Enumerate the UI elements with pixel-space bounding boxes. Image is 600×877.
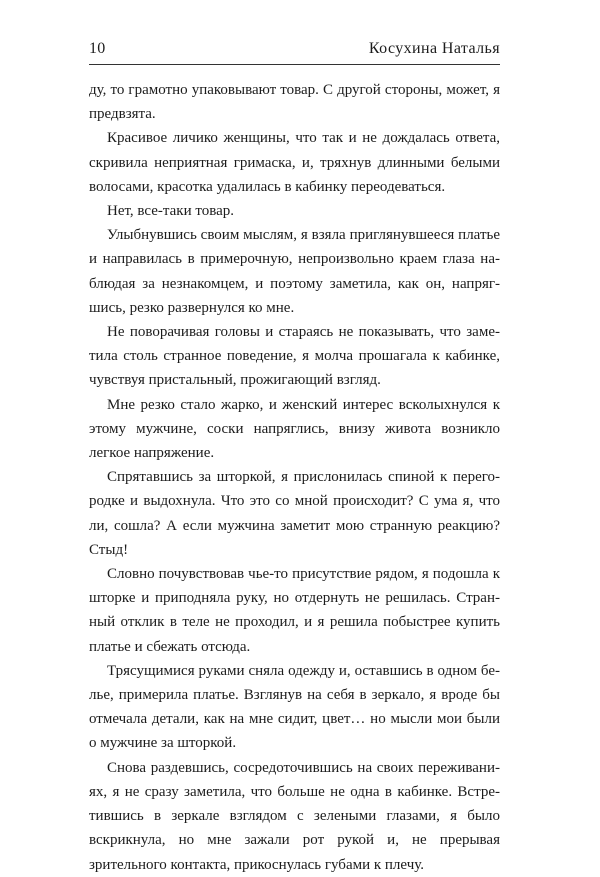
page-number: 10: [89, 40, 106, 57]
body-text: [89, 78, 500, 877]
paragraph: Нет, все-таки товар.: [107, 203, 235, 220]
paragraph: Снова раздевшись, сосредоточившись на своих переживаниях, я не сразу заметила, что больше не одна в кабинке. Встретившись в зеркале взглядом с зелеными глазами, я было вскрикнула, но мне зажали рот рукой и, не прерывая зрительного контакта, прикоснулась губами к плечу.: [89, 759, 500, 873]
paragraph: Красивое личико женщины, что так и не дождалась ответа, скривила неприятная гримаска, и, тряхнув длинными белыми волосами, красотка удалилась в кабинку переодеваться.: [89, 130, 500, 195]
paragraph: Улыбнувшись своим мыслям, я взяла приглянувшееся платье и направилась в примерочную, непроизвольно краем глаза наблюдая за незнакомцем, и поэтому заметила, как он, напрягшись, резко развернулся ко мне.: [89, 227, 500, 316]
running-title: Косухина Наталья: [368, 40, 500, 57]
paragraph: Не поворачивая головы и стараясь не показывать, что заметила столь странное поведение, я молча прошагала к кабинке, чувствуя пристальный, прожигающий взгляд.: [89, 324, 500, 389]
paragraph: ду, то грамотно упаковывают товар. С другой стороны, может, я предвзята.: [89, 82, 500, 123]
paragraph: Трясущимися руками сняла одежду и, оставшись в одном белье, примерила платье. Взглянув на себя в зеркало, я вроде бы отмечала детали, как на мне сидит, цвет… но мысли мои были о мужчине за шторкой.: [89, 662, 500, 752]
header-rule: [89, 64, 500, 65]
page-header: [89, 40, 500, 62]
paragraph: Спрятавшись за шторкой, я прислонилась спиной к перегородке и выдохнула. Что это со мной происходит? С ума я, что ли, сошла? А если мужчина заметит мою странную реакцию? Стыд!: [89, 469, 500, 558]
paragraph: Словно почувствовав чье-то присутствие рядом, я подошла к шторке и приподняла руку, но отдернуть не решилась. Странный отклик в теле не проходил, и я решила побыстрее купить платье и сбежать отсюда.: [89, 566, 500, 655]
paragraph: Мне резко стало жарко, и женский интерес всколыхнулся к этому мужчине, соски напряглись, внизу живота возникло легкое напряжение.: [89, 396, 500, 462]
